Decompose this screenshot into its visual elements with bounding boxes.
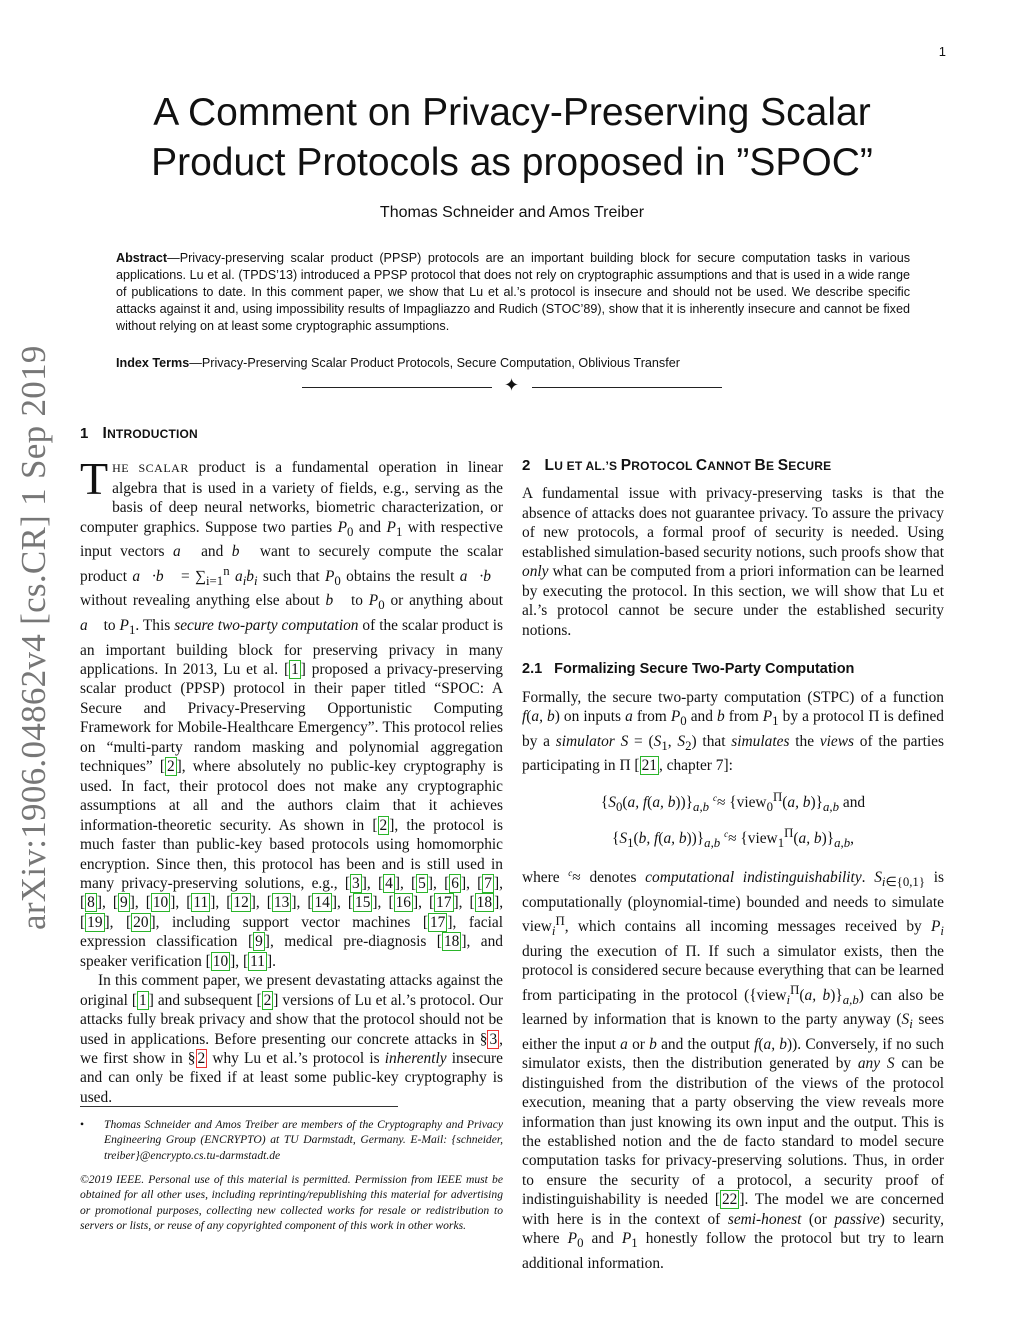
section-1-number: 1	[80, 425, 89, 442]
subsection-2-1-number: 2.1	[522, 661, 543, 678]
intro-smallcaps: HE SCALAR	[112, 461, 189, 476]
section-2-title: LU ET AL.’S PROTOCOL CANNOT BE SECURE	[544, 457, 832, 474]
subsection-2-1-title: Formalizing Secure Two-Party Computation	[554, 661, 855, 678]
authors: Thomas Schneider and Amos Treiber	[379, 204, 645, 221]
cite-12[interactable]: 12	[233, 894, 249, 912]
cite-6[interactable]: 6	[451, 874, 459, 892]
footnote-rule	[80, 1106, 398, 1107]
index-terms-label: Index Terms	[116, 356, 190, 370]
cite-7[interactable]: 7	[484, 874, 492, 892]
cite-10[interactable]: 10	[152, 894, 169, 912]
equation-and: and	[842, 793, 866, 811]
cite-14[interactable]: 14	[314, 894, 330, 912]
cite-20[interactable]: 20	[133, 913, 149, 931]
section-1-title-first: I	[102, 425, 108, 442]
citation-list: [ 3 ], [ 4 ], [ 5 ], [ 6 ], [ 7 ], [ 8 ], [ 9 ], [ 10 ], [ 11 ], [ 12 ], [ 13 ], [ 14 ], [ 15 ], [ 16 ], [ 17 ], [ 18 ], [ 19 ], [ 20 ],	[80, 874, 504, 931]
cite-3[interactable]: 3	[352, 874, 360, 892]
cite-11[interactable]: 11	[250, 952, 265, 970]
index-terms-text: —Privacy-Preserving Scalar Product Protocols, Secure Computation, Oblivious Transfer	[189, 356, 680, 370]
subsection-2-1-heading	[522, 660, 944, 679]
separator-rule-right	[532, 387, 722, 388]
index-terms	[116, 356, 910, 370]
section-1-heading	[80, 424, 503, 444]
bullet-icon: •	[80, 1118, 85, 1131]
cite-17[interactable]: 17	[429, 913, 446, 931]
cite-11[interactable]: 11	[193, 894, 209, 912]
right-column	[522, 456, 944, 1273]
cite-13[interactable]: 13	[273, 894, 290, 912]
footnote-affiliation: • Thomas Schneider and Amos Treiber are members of the Cryptography and Privacy Engineering Group (ENCRYPTO) at TU Darmstadt, Germany. E-Mail: {schneider, treiber}@encrypto.cs.tu-darmstadt.de	[80, 1118, 503, 1162]
intro-paragraph-2: In this comment paper, we present devastating attacks against the original [ 1 ] and subsequent [ 2 ] versions of Lu et al.’s protocol. Our attacks fully break privacy and show that the protocol should not be used in applications. Before presenting our concrete attacks in § 3 , we first show in § 2 why Lu et al.’s protocol is inherently insecure and can only be fixed if at least some public-key cryptography is used.	[80, 972, 504, 1106]
cite-15[interactable]: 15	[355, 894, 371, 912]
abstract-label: Abstract	[116, 251, 168, 265]
cite-1b[interactable]: 1	[139, 991, 147, 1009]
section-2-number: 2	[522, 457, 531, 474]
cite-5[interactable]: 5	[418, 874, 426, 892]
stpc-paragraph-2: where $^c$≈ denotes computational indistinguishability. $S_{i\in\{0,1\}}$ is computationally (ploynomial-time) bounded and needs to simulate view$_i^\Pi$, which contains all incoming messages received by $P_i$ during the execution of Π. If such a simulator exists, then the protocol is considered secure because everything that can be learned from participating in the protocol ({view$_i^\Pi$(a, $b)\}_{a,b}$) can also be learned by information that is known to the party anyway ($S_i$ sees either the input a or b and the output f(a, b)). Conversely, if no such simulator exists, then the distribution generated by any S can be distinguished from the distribution of the views of the protocol execution, meaning that a party observing the view reveals more information than just knowing its own input and the output. This is the established notion and the de facto standard to model secure computation tasks for privacy-preserving solutions. Thus, in order to ensure the security of a protocol, a security proof of indistinguishability is needed [ 22 ]. The model we are concerned with here is in the context of semi-honest (or passive) security, where $P_0$ and $P_1$ honestly follow the protocol but try to learn additional information.	[522, 867, 945, 1272]
equation-block: {$S_0(a$, f(a, $b))\}_{a,b}$ $^c$≈ {view$_0^\Pi$(a, $b)\}_{a,b}$ and {$S_1(b$, f(a, $b))\}_{a,b}$ $^c$≈ {view$_1^\Pi$(a, $b)\}_{a,b}$,	[600, 789, 866, 850]
cite-2c[interactable]: 2	[263, 991, 272, 1009]
page-number: 1	[938, 44, 946, 59]
title-line-1: A Comment on Privacy-Preserving Scalar	[153, 91, 871, 134]
cite-9[interactable]: 9	[255, 933, 263, 951]
paper-title	[100, 88, 924, 188]
cite-21[interactable]: 21	[641, 757, 657, 775]
title-line-2: Product Protocols as proposed in ”SPOC”	[151, 141, 873, 184]
cite-22[interactable]: 22	[721, 1191, 738, 1209]
cite-16[interactable]: 16	[395, 894, 411, 912]
section-ref-3[interactable]: 3	[489, 1030, 498, 1048]
cite-19[interactable]: 19	[87, 913, 103, 931]
abstract-text: —Privacy-preserving scalar product (PPSP) protocols are an important building block for secure computation tasks in various applications. Lu et al. (TPDS’13) introduced a PPSP protocol that does not rely on cryptographic assumptions and that is used in a wide range of publications to date. In this comment paper, we show that Lu et al.’s protocol is insecure and should not be used. We describe specific attacks against it and, using impossibility results of Impagliazzo and Rudich (STOC’89), show that it is inherently insecure and cannot be fixed without relying on at least some cryptographic assumptions.	[116, 251, 910, 333]
footnote-copyright: ©2019 IEEE. Personal use of this material is permitted. Permission from IEEE must be obtained for all other uses, including reprinting/republishing this material for advertising or promotional purposes, collecting new collected works for resale or redistribution to servers or lists, or reuse of any copyrighted component of this work in other works.	[80, 1173, 503, 1233]
cite-18[interactable]: 18	[476, 894, 493, 912]
cite-2[interactable]: 2	[166, 758, 175, 776]
cite-4[interactable]: 4	[385, 874, 393, 892]
stpc-paragraph-1: Formally, the secure two-party computation (STPC) of a function f(a, b) on inputs a from $P_0$ and b from $P_1$ by a protocol Π is defined by a simulator $S = (S_1$, $S_2$) that simulates the views of the parties participating in Π [ 21 , chapter 7]:	[522, 688, 944, 775]
cite-2b[interactable]: 2	[379, 816, 388, 834]
left-column	[80, 424, 503, 1107]
cite-18[interactable]: 18	[443, 933, 460, 951]
section-ref-2[interactable]: 2	[197, 1050, 206, 1068]
arxiv-watermark: arXiv:1906.04862v4 [cs.CR] 1 Sep 2019	[14, 345, 53, 930]
section-2-paragraph: A fundamental issue with privacy-preserving tasks is that the absence of attacks does not guarantee privacy. To assure the privacy of new protocols, a formal proof of security is needed. Using established simulation-based security notions, such proofs show that only what can be computed from a priori information can be learned by executing the protocol. In this section, we will show that Lu et al.’s protocol cannot be secure under the established security notions.	[522, 485, 944, 639]
cite-10[interactable]: 10	[212, 952, 229, 970]
separator-diamond-icon: ✦	[504, 375, 520, 396]
dropcap: T	[80, 453, 109, 505]
cite-8[interactable]: 8	[87, 894, 95, 912]
cite-1[interactable]: 1	[291, 660, 299, 678]
separator-rule-left	[302, 387, 492, 388]
section-1-title-rest: NTRODUCTION	[107, 427, 198, 441]
section-2-heading	[522, 456, 944, 476]
cite-17[interactable]: 17	[436, 894, 452, 912]
intro-paragraph-1: THE SCALAR product is a fundamental operation in linear algebra that is used in a variety of fields, e.g., serving as the basis of deep neural networks, biometric characterization, or computer graphics. Suppose two parties $P_0$ and $P_1$ with respective input vectors a⃗ and b⃗ want to securely compute the scalar product a⃗·b⃗ = $\sum_{i=1}^n$ $a_ib_i$ such that $P_0$ obtains the result a⃗·b⃗ without revealing anything else about b⃗ to $P_0$ or anything about a⃗ to $P_1$. This secure two-party computation of the scalar product is an important building block for preserving privacy in many applications. In 2013, Lu et al. [ 1 ] proposed a privacy-preserving scalar product (PPSP) protocol in their paper titled “SPOC: A Secure and Privacy-Preserving Opportunistic Computing Framework for Mobile-Healthcare Emergency”. This protocol relies on “multi-party random masking and polynomial aggregation techniques” [ 2 ], where absolutely no public-key cryptography is used. In fact, their protocol does not make any cryptographic assumptions at all and the authors claim that it achieves information-theoretic security. As shown in [ 2 ], the protocol is much faster than public-key based protocols using homomorphic encryption. Since then, this protocol has been and is still used in many privacy-preserving solutions, e.g., [ 3 ], [ 4 ], [ 5 ], [ 6 ], [ 7 ], [ 8 ], [ 9 ], [ 10 ], [ 11 ], [ 12 ], [ 13 ], [ 14 ], [ 15 ], [ 16 ], [ 17 ], [ 18 ], [ 19 ], [ 20 ], including support vector machines [ 17 ], facial expression classification [ 9 ], medical pre-diagnosis [ 18 ], and speaker verification [ 10 ], [ 11 ].	[80, 453, 504, 970]
cite-9[interactable]: 9	[120, 894, 128, 912]
abstract	[116, 250, 910, 335]
